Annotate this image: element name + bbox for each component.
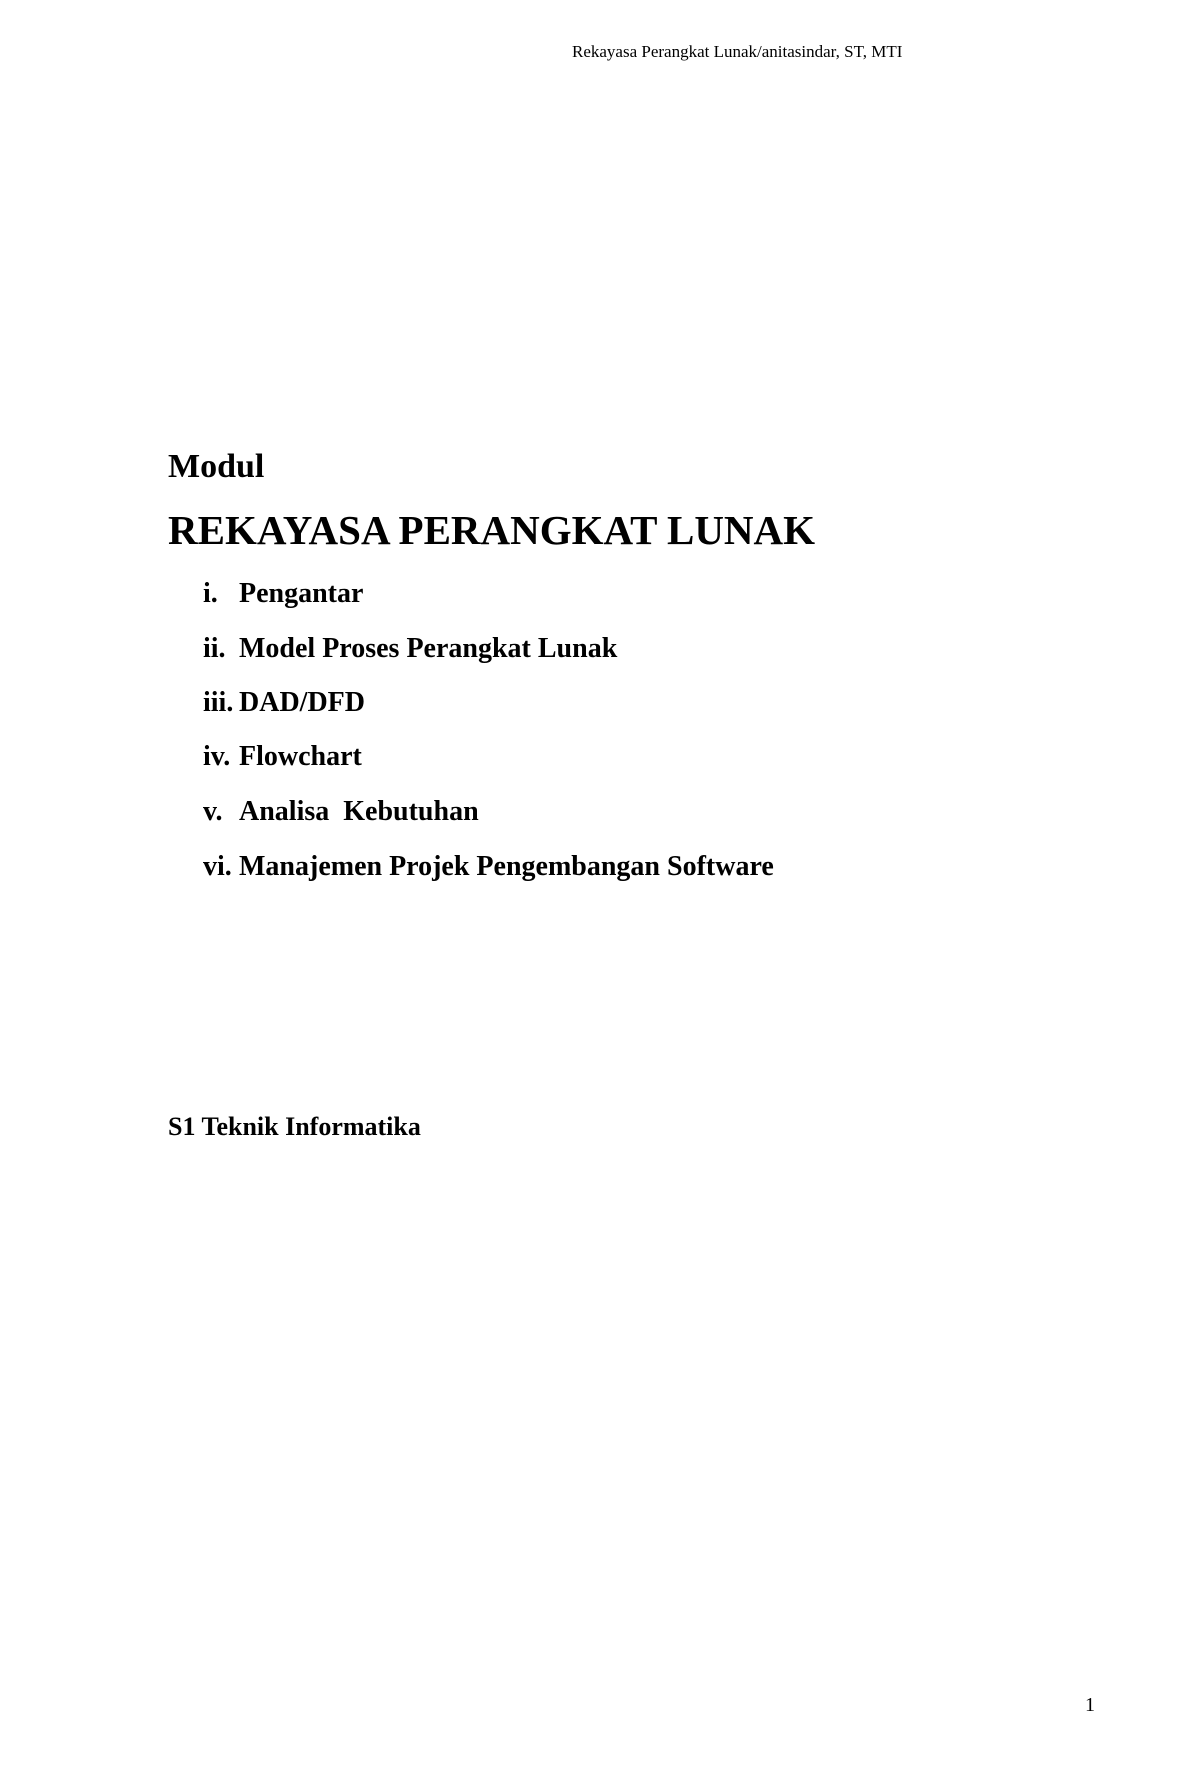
toc-item-number: vi. [203,851,232,882]
module-label: Modul [168,448,265,485]
toc-item-text: Model Proses Perangkat Lunak [239,633,618,664]
toc-item-number: i. [203,578,218,609]
toc-item-text: Flowchart [239,741,362,772]
toc-item-model-proses [203,633,617,665]
toc-item-number: iv. [203,741,231,772]
toc-item-number: ii. [203,633,226,664]
toc-item-number: iii. [203,687,234,718]
module-title: REKAYASA PERANGKAT LUNAK [168,507,816,553]
toc-item-analisa-kebutuhan [203,796,479,828]
toc-item-flowchart [203,741,362,773]
toc-item-manajemen-projek [203,851,774,883]
toc-item-text: Manajemen Projek Pengembangan Software [239,851,774,882]
toc-item-text: Analisa Kebutuhan [239,796,479,827]
toc-item-text: Pengantar [239,578,364,609]
toc-item-text: DAD/DFD [239,687,365,718]
toc-item-number: v. [203,796,223,827]
page-number: 1 [1085,1694,1095,1716]
toc-item-dad-dfd [203,687,365,719]
running-header: Rekayasa Perangkat Lunak/anitasindar, ST, MTI [572,42,903,61]
study-program: S1 Teknik Informatika [168,1112,421,1141]
toc-item-pengantar [203,578,363,610]
